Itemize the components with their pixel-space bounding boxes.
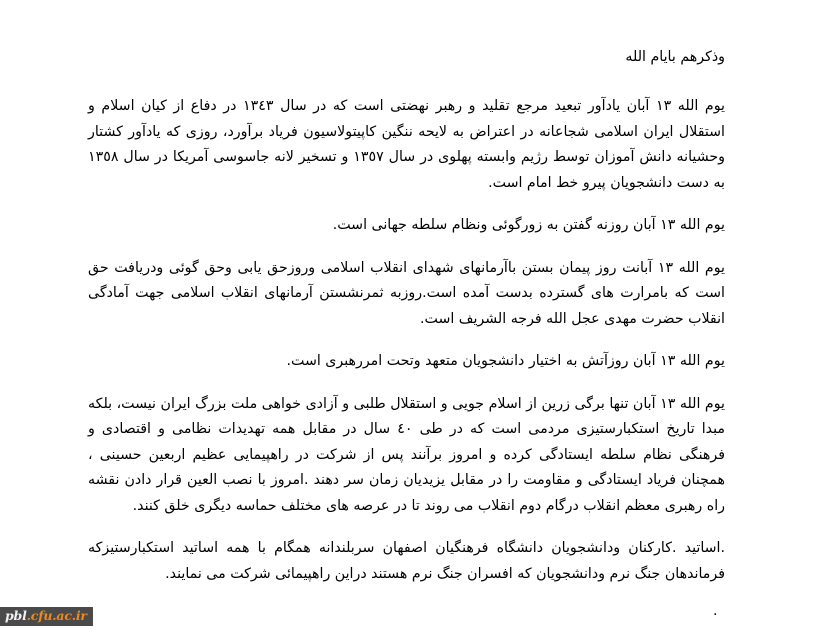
paragraph-4: يوم الله ١٣ آبان روزآتش به اختيار دانشجويان متعهد وتحت امررهبرى است. <box>286 353 725 369</box>
document-body <box>88 46 725 587</box>
paragraph-3: يوم الله ١٣ آبانت روز پيمان بستن باآرمانهاى شهداى انقلاب اسلامى وروزحق يابى وحق گوئى ودريافت حق است كه بامرارت هاى گسترده بدست آمده است.روزبه ثمرنشستن آرمانهاى انقلاب اسلامى جهت آمادگى انقلاب حضرت مهدى عجل الله فرجه الشريف است. <box>88 259 725 327</box>
site-watermark <box>0 607 93 626</box>
document-heading-text: وذكرهم بايام الله <box>625 49 725 65</box>
paragraph-1: يوم الله ١٣ آبان يادآور تبعيد مرجع تقليد و رهبر نهضتى است كه در سال ١٣٤٣ در دفاع از كيان اسلام و استقلال ايران اسلامى شجاعانه در اعتراض به لايحه ننگين كاپيتولاسيون فرياد برآورد، روزى كه يادآور كشتار وحشيانه دانش آموزان توسط رژيم وابسته پهلوى در سال ١٣٥٧ و تسخير لانه جاسوسى آمريكا در سال ١٣٥٨ به دست دانشجويان پيرو خط امام است. <box>88 98 725 191</box>
trailing-period: . <box>713 603 718 619</box>
paragraph-2: يوم الله ١٣ آبان روزنه گفتن به زورگوئى ونظام سلطه جهانى است. <box>332 217 725 233</box>
document-heading <box>88 46 725 68</box>
paragraph-5: يوم الله ١٣ آبان تنها برگى زرين از اسلام جويى و استقلال طلبى و آزادى خواهى ملت بزرگ ايران نيست، بلكه مبدا تاريخ استكبارستيزى مردمى است كه در طى ٤٠ سال در مقابل همه تهديدات نظامى و اقتصادى و فرهنگى نظام سلطه ايستادگى كرده و امروز برآنند پس از شركت در راهپيمايى عظيم اربعين حسينى ، همچنان فرياد ايستادگى و مقاومت را در مقابل يزيديان زمان سر دهند .امروز با نصب العين قرار دادن نقشه راه رهبرى معظم انقلاب درگام دوم انقلاب مى روند تا در عرصه هاى مختلف حماسه ديگرى خلق كنند. <box>88 395 725 514</box>
watermark-suffix: .cfu.ac.ir <box>26 608 87 623</box>
paragraph-6: .اساتيد .كاركنان ودانشجويان دانشگاه فرهنگيان اصفهان سربلندانه همگام با همه اساتيد استكبارستيزكه فرماندهان جنگ نرم ودانشجويان كه افسران جنگ نرم هستند دراين راهپيمائى شركت مى نمايند. <box>88 540 725 582</box>
watermark-prefix: pbl <box>5 608 27 623</box>
